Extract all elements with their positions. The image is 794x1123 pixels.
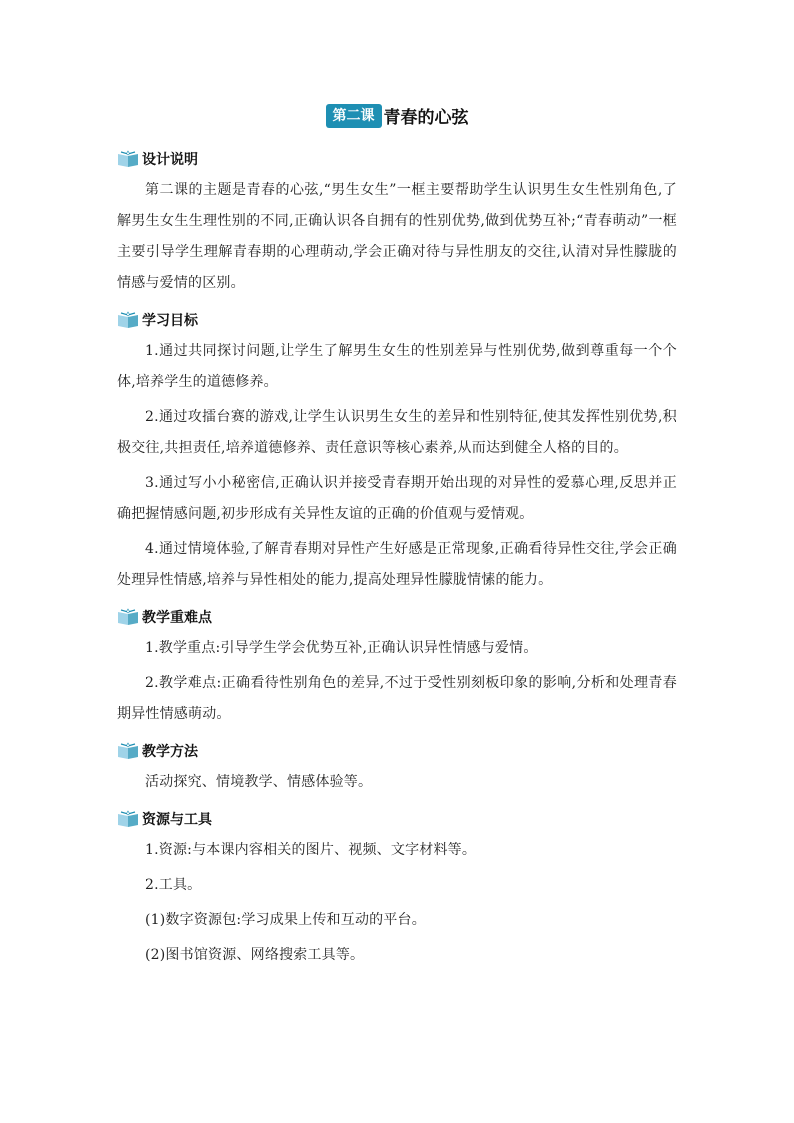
paragraph: 3.通过写小小秘密信,正确认识并接受青春期开始出现的对异性的爱慕心理,反思并正确把握情感问题,初步形成有关异性友谊的正确的价值观与爱情观。 [117,475,677,522]
section-heading [117,740,677,762]
paragraph: (2)图书馆资源、网络搜索工具等。 [145,947,365,963]
section-heading [117,808,677,830]
book-icon [117,150,139,168]
section-heading [117,148,677,170]
document-body [117,148,677,975]
paragraph: 2.通过攻擂台赛的游戏,让学生认识男生女生的差异和性别特征,使其发挥性别优势,积极交往,共担责任,培养道德修养、责任意识等核心素养,从而达到健全人格的目的。 [117,409,677,456]
paragraph: (1)数字资源包:学习成果上传和互动的平台。 [145,912,426,928]
paragraph: 2.教学难点:正确看待性别角色的差异,不过于受性别刻板印象的影响,分析和处理青春期异性情感萌动。 [117,675,677,722]
section-title: 资源与工具 [142,812,212,828]
paragraph: 2.工具。 [145,877,202,893]
section-title: 教学重难点 [142,610,212,626]
book-icon [117,311,139,329]
paragraph: 活动探究、情境教学、情感体验等。 [145,774,373,790]
paragraph: 1.资源:与本课内容相关的图片、视频、文字材料等。 [145,842,477,858]
section-heading [117,606,677,628]
lesson-title: 青春的心弦 [383,108,469,128]
paragraph: 4.通过情境体验,了解青春期对异性产生好感是正常现象,正确看待异性交往,学会正确处理异性情感,培养与异性相处的能力,提高处理异性朦胧情愫的能力。 [117,541,677,588]
section-title: 学习目标 [142,313,198,329]
book-icon [117,608,139,626]
paragraph: 1.教学重点:引导学生学会优势互补,正确认识异性情感与爱情。 [145,640,538,656]
paragraph: 1.通过共同探讨问题,让学生了解男生女生的性别差异与性别优势,做到尊重每一个个体,培养学生的道德修养。 [117,343,677,390]
lesson-badge: 第二课 [326,104,382,128]
section-title: 设计说明 [142,152,198,168]
book-icon [117,742,139,760]
book-icon [117,810,139,828]
lesson-header [0,103,794,128]
paragraph: 第二课的主题是青春的心弦,“男生女生”一框主要帮助学生认识男生女生性别角色,了解男生女生生理性别的不同,正确认识各自拥有的性别优势,做到优势互补;“青春萌动”一框主要引导学生理解青春期的心理萌动,学会正确对待与异性朋友的交往,认清对异性朦胧的情感与爱情的区别。 [117,182,677,291]
section-title: 教学方法 [142,744,198,760]
section-heading [117,309,677,331]
